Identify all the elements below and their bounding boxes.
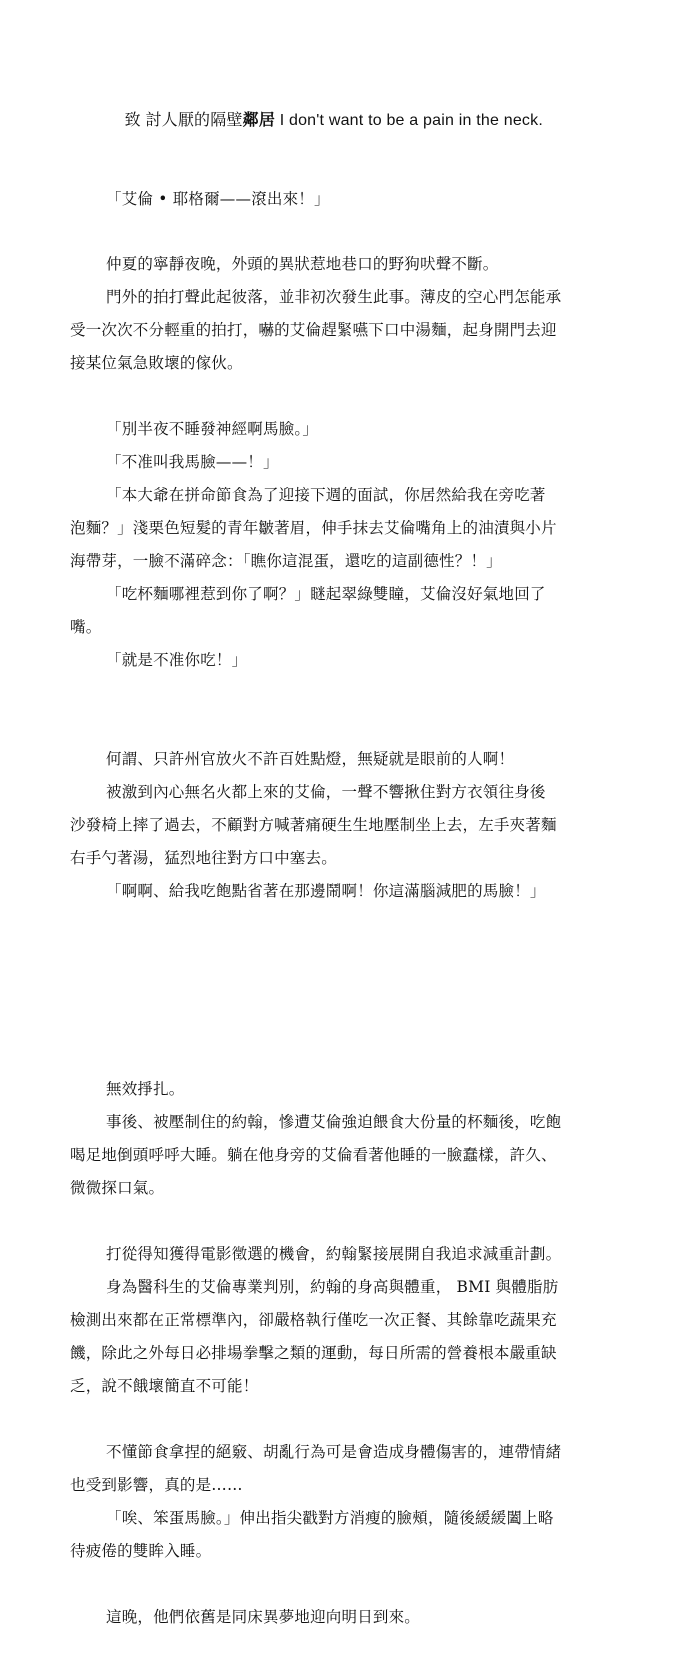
paragraph-line: 被激到內心無名火都上來的艾倫，一聲不響揪住對方衣領往身後 [106,783,546,801]
paragraph-line: 嘴。 [70,618,102,636]
paragraph-line: 受一次次不分輕重的拍打，嚇的艾倫趕緊嚥下口中湯麵，起身開門去迎 [70,321,557,339]
paragraph-line: 門外的拍打聲此起彼落，並非初次發生此事。薄皮的空心門怎能承 [106,288,562,306]
paragraph-line: 海帶芽，一臉不滿碎念：「瞧你這混蛋，還吃的這副德性？！」 [70,552,502,570]
document-title [106,91,543,151]
dialogue-line: 「就是不准你吃！」 [106,651,248,669]
paragraph-line: 這晚，他們依舊是同床異夢地迎向明日到來。 [106,1608,421,1626]
paragraph-line: 饑，除此之外每日必排場拳擊之類的運動，每日所需的營養根本嚴重缺 [70,1344,557,1362]
paragraph-line: 接某位氣急敗壞的傢伙。 [70,354,243,372]
dialogue-line: 「啊啊、給我吃飽點省著在那邊鬧啊！你這滿腦減肥的馬臉！」 [106,882,546,900]
paragraph-line: 打從得知獲得電影徵選的機會，約翰緊接展開自我追求減重計劃。 [106,1245,562,1263]
paragraph-line: 身為醫科生的艾倫專業判別，約翰的身高與體重， BMI 與體脂肪 [106,1278,559,1296]
paragraph-line: 不懂節食拿捏的絕竅、胡亂行為可是會造成身體傷害的，連帶情緒 [106,1443,562,1461]
title-english: I don't want to be a pain in the neck. [275,112,543,129]
paragraph-line: 泡麵？」淺栗色短髮的青年皺著眉，伸手抹去艾倫嘴角上的油漬與小片 [70,519,557,537]
dialogue-line: 「別半夜不睡發神經啊馬臉。」 [106,420,319,438]
paragraph-line: 也受到影響，真的是…… [70,1476,243,1494]
title-strong: 鄰居 [242,112,276,129]
dialogue-line: 「吃杯麵哪裡惹到你了啊？」瞇起翠綠雙瞳，艾倫沒好氣地回了 [106,585,546,603]
dialogue-line: 「艾倫 • 耶格爾——滾出來！」 [106,190,330,208]
dialogue-line: 「唉、笨蛋馬臉。」伸出指尖戳對方消瘦的臉頰，隨後緩緩闔上略 [106,1509,554,1527]
paragraph-line: 乏，說不餓壞簡直不可能！ [70,1377,259,1395]
paragraph-line: 微微探口氣。 [70,1179,165,1197]
paragraph-line: 事後、被壓制住的約翰，慘遭艾倫強迫餵食大份量的杯麵後，吃飽 [106,1113,562,1131]
paragraph-line: 喝足地倒頭呼呼大睡。躺在他身旁的艾倫看著他睡的一臉蠢樣，許久、 [70,1146,557,1164]
paragraph-line: 沙發椅上摔了過去，不顧對方喊著痛硬生生地壓制坐上去，左手夾著麵 [70,816,557,834]
paragraph-line: 無效掙扎。 [106,1080,185,1098]
dialogue-line: 「不准叫我馬臉——！」 [106,453,279,471]
title-prefix: 致 討人厭的隔壁 [124,112,243,129]
paragraph-line: 右手勺著湯，猛烈地往對方口中塞去。 [70,849,337,867]
paragraph-line: 仲夏的寧靜夜晚，外頭的異狀惹地巷口的野狗吠聲不斷。 [106,255,499,273]
paragraph-line: 何謂、只許州官放火不許百姓點燈，無疑就是眼前的人啊！ [106,750,515,768]
paragraph-line: 檢測出來都在正常標準內，卻嚴格執行僅吃一次正餐、其餘靠吃蔬果充 [70,1311,557,1329]
paragraph-line: 待疲倦的雙眸入睡。 [70,1542,212,1560]
dialogue-line: 「本大爺在拼命節食為了迎接下週的面試，你居然給我在旁吃著 [106,486,546,504]
